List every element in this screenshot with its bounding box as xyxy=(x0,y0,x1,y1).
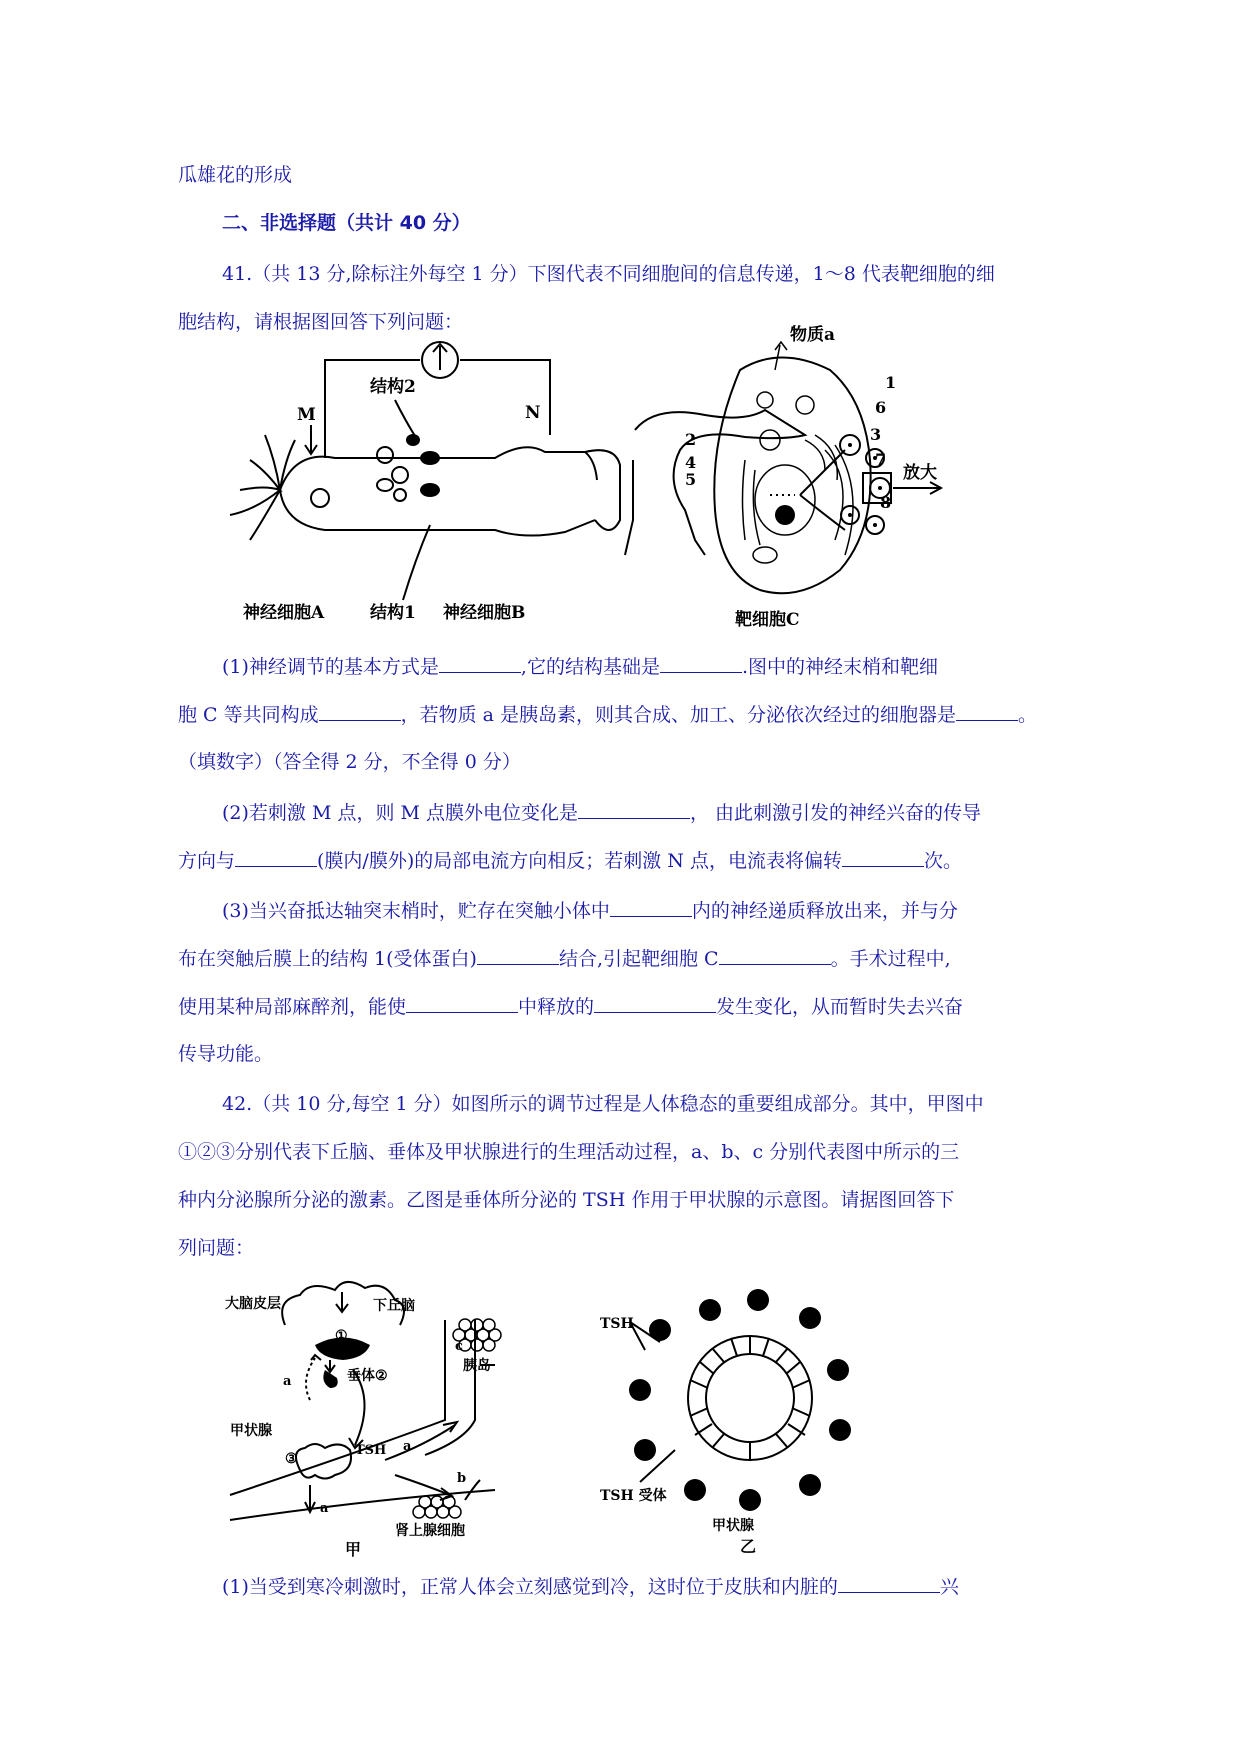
q41-3-line: (3)当兴奋抵达轴突末梢时，贮存在突触小体中 内的神经递质释放出来，并与分 xyxy=(222,900,958,922)
answer-blank[interactable] xyxy=(956,702,1018,721)
question-42-stem: ①②③分别代表下丘脑、垂体及甲状腺进行的生理活动过程，a、b、c 分别代表图中所示的三 xyxy=(178,1141,960,1163)
answer-blank[interactable] xyxy=(235,848,317,867)
label-N: N xyxy=(525,403,541,423)
q41-2-line: (2)若刺激 M 点，则 M 点膜外电位变化是 ， 由此刺激引发的神经兴奋的传导 xyxy=(222,802,982,824)
label-target-cell-c: 靶细胞C xyxy=(735,610,800,630)
label-nerve-cell-b: 神经细胞B xyxy=(443,603,526,623)
text-line: 瓜雄花的形成 xyxy=(178,164,293,186)
question-41-stem: 胞结构，请根据图回答下列问题： xyxy=(178,311,464,333)
label-num: 3 xyxy=(870,425,882,444)
label-num: 8 xyxy=(880,493,892,512)
answer-blank[interactable] xyxy=(594,994,716,1013)
figure-yi-tsh-thyroid xyxy=(600,1290,880,1556)
q41-2-line: 方向与 (膜内/膜外)的局部电流方向相反；若刺激 N 点，电流表将偏转 次。 xyxy=(178,850,962,872)
q41-1-line: （填数字）（答全得 2 分，不全得 0 分） xyxy=(178,751,521,773)
label-nerve-cell-a: 神经细胞A xyxy=(243,603,325,623)
answer-blank[interactable] xyxy=(477,946,559,965)
label-magnify: 放大 xyxy=(903,463,937,483)
question-42-stem: 42.（共 10 分,每空 1 分）如图所示的调节过程是人体稳态的重要组成部分。其中，甲图中 xyxy=(222,1093,984,1115)
figure-jia-endocrine xyxy=(225,1270,555,1559)
label-b: b xyxy=(457,1471,467,1486)
label-circle-2: ② xyxy=(375,1368,388,1384)
answer-blank[interactable] xyxy=(660,654,742,673)
figure-neuron-synapse xyxy=(225,325,1025,630)
label-num: 6 xyxy=(875,398,887,417)
q41-1-line: (1)神经调节的基本方式是 ,它的结构基础是 .图中的神经末梢和靶细 xyxy=(222,656,939,678)
answer-blank[interactable] xyxy=(719,946,831,965)
label-pituitary: 垂体 xyxy=(347,1368,375,1384)
answer-blank[interactable] xyxy=(838,1574,940,1593)
label-a: a xyxy=(320,1501,329,1516)
label-tsh: TSH xyxy=(600,1316,634,1332)
label-num: 7 xyxy=(875,450,887,469)
answer-blank[interactable] xyxy=(578,800,690,819)
label-tsh-receptor: TSH 受体 xyxy=(600,1488,667,1504)
question-41-stem: 41.（共 13 分,除标注外每空 1 分）下图代表不同细胞间的信息传递，1～8 代表靶细胞的细 xyxy=(222,263,995,285)
label-cortex: 大脑皮层 xyxy=(225,1296,281,1312)
label-num: 1 xyxy=(885,373,897,392)
question-42-stem: 种内分泌腺所分泌的激素。乙图是垂体所分泌的 TSH 作用于甲状腺的示意图。请据图回答下 xyxy=(178,1189,955,1211)
label-circle-3: ③ xyxy=(285,1451,298,1467)
label-c: c xyxy=(455,1339,463,1354)
answer-blank[interactable] xyxy=(610,898,692,917)
label-circle-1: ① xyxy=(335,1328,348,1344)
label-islet: 胰岛 xyxy=(463,1358,491,1374)
label-M: M xyxy=(297,405,316,425)
label-thyroid: 甲状腺 xyxy=(712,1518,754,1534)
label-num: 5 xyxy=(685,470,697,489)
q41-1-line: 胞 C 等共同构成 ，若物质 a 是胰岛素，则其合成、加工、分泌依次经过的细胞器是 。 xyxy=(178,704,1038,726)
answer-blank[interactable] xyxy=(842,848,924,867)
label-structure2: 结构2 xyxy=(370,377,416,397)
label-a: a xyxy=(403,1439,412,1454)
section-title: 二、非选择题（共计 40 分） xyxy=(222,212,471,234)
answer-blank[interactable] xyxy=(319,702,401,721)
q41-3-line: 传导功能。 xyxy=(178,1043,274,1065)
label-tsh: TSH xyxy=(355,1443,387,1458)
question-42-stem: 列问题： xyxy=(178,1237,255,1259)
q41-3-line: 使用某种局部麻醉剂，能使 中释放的 发生变化，从而暂时失去兴奋 xyxy=(178,996,964,1018)
label-thyroid: 甲状腺 xyxy=(230,1423,272,1439)
label-num: 4 xyxy=(685,453,697,472)
label-num: 2 xyxy=(685,430,697,449)
answer-blank[interactable] xyxy=(439,654,521,673)
q41-3-line: 布在突触后膜上的结构 1(受体蛋白) 结合,引起靶细胞 C 。手术过程中, xyxy=(178,948,951,970)
label-hypothalamus: 下丘脑 xyxy=(373,1298,415,1314)
label-adrenal: 肾上腺细胞 xyxy=(395,1523,465,1539)
label-substance-a: 物质a xyxy=(790,325,836,345)
caption-yi: 乙 xyxy=(740,1537,757,1556)
answer-blank[interactable] xyxy=(406,994,518,1013)
label-a: a xyxy=(283,1374,292,1389)
q42-1-line: (1)当受到寒冷刺激时，正常人体会立刻感觉到冷，这时位于皮肤和内脏的 兴 xyxy=(222,1576,959,1598)
caption-jia: 甲 xyxy=(345,1540,362,1559)
label-structure1: 结构1 xyxy=(370,603,416,623)
